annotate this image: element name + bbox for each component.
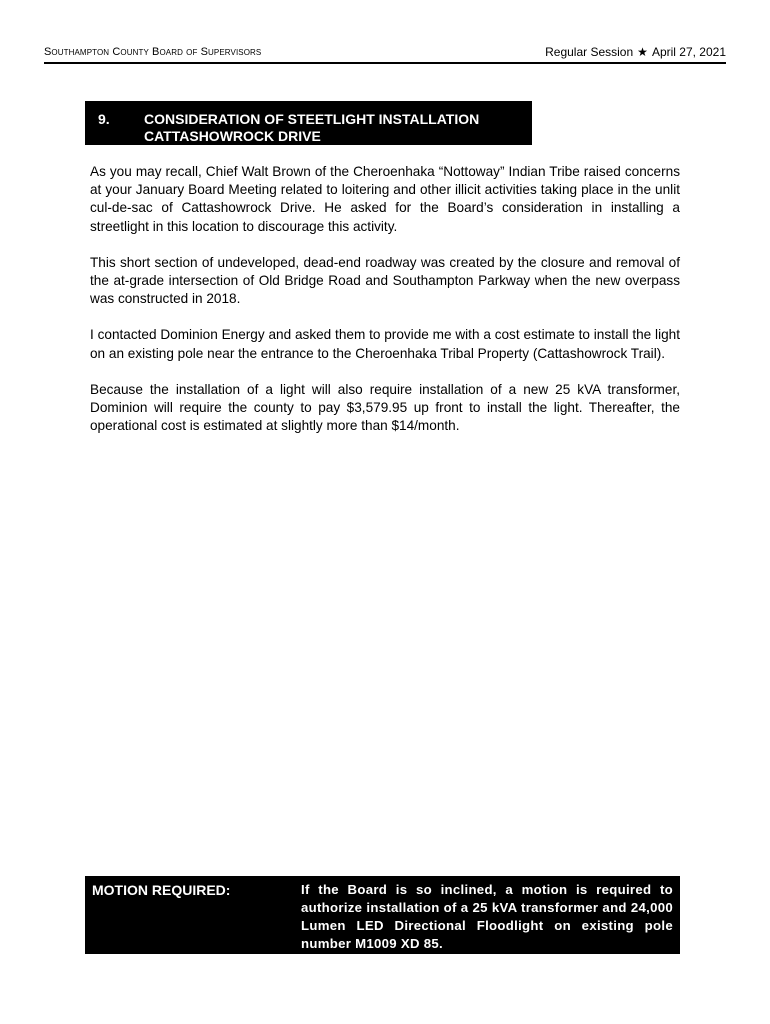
paragraph-roadway: This short section of undeveloped, dead-end roadway was created by the closure and removal of the at-grade intersection of Old Bridge Road and Southampton Parkway when the new overpass was constructed in 2018. <box>90 254 680 307</box>
paragraph-cost: Because the installation of a light will also require installation of a new 25 kVA transformer, Dominion will require the county to pay $3,579.95 up front to install the light. Thereafter, the operational cost is estimated at slightly more than $14/month. <box>90 381 680 434</box>
agenda-title-line-1: CONSIDERATION OF STEETLIGHT INSTALLATION <box>144 111 480 127</box>
motion-required-box <box>85 876 680 954</box>
session-info <box>545 45 726 60</box>
paragraph-background: As you may recall, Chief Walt Brown of the Cheroenhaka “Nottoway” Indian Tribe raised concerns at your January Board Meeting related to loitering and other illicit activities taking place in the unlit cul-de-sac of Cattashowrock Drive. He asked for the Board’s consideration in installing a streetlight in this location to discourage this activity. <box>90 164 680 234</box>
agenda-item-number: 9. <box>98 111 110 127</box>
session-type: Regular Session <box>545 45 634 59</box>
motion-text: If the Board is so inclined, a motion is required to authorize installation of a 25 kVA transformer and 24,000 Lumen LED Directional Floodlight on existing pole number M1009 XD 85. <box>301 882 673 951</box>
organization-name: Southampton County Board of Supervisors <box>44 46 262 58</box>
session-date: April 27, 2021 <box>651 45 726 59</box>
memo-body <box>90 163 680 453</box>
star-icon: ★ <box>637 45 648 59</box>
page-header <box>44 45 726 64</box>
motion-label: MOTION REQUIRED: <box>92 882 231 898</box>
agenda-item-title <box>144 111 524 145</box>
paragraph-dominion-contact: I contacted Dominion Energy and asked them to provide me with a cost estimate to install the light on an existing pole near the entrance to the Cheroenhaka Tribal Property (Cattashowrock Trail). <box>90 327 680 361</box>
agenda-title-line-2: CATTASHOWROCK DRIVE <box>144 128 321 144</box>
agenda-item-heading <box>85 101 532 145</box>
